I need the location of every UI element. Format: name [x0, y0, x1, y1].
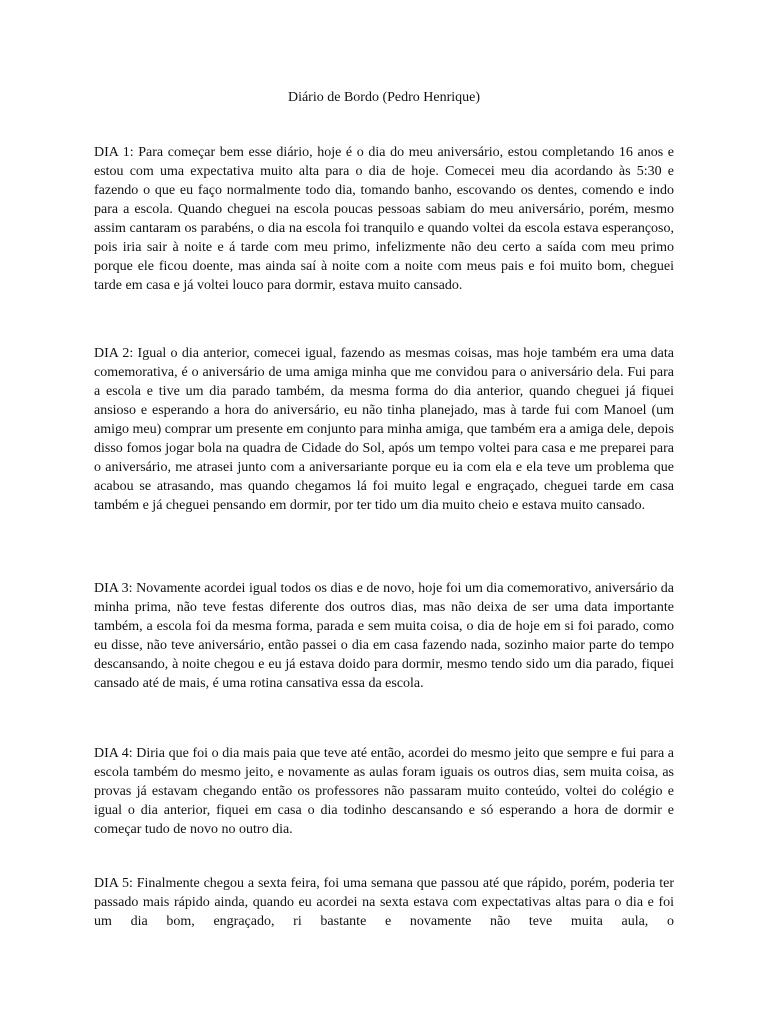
diary-entry-day-2: DIA 2: Igual o dia anterior, comecei igual, fazendo as mesmas coisas, mas hoje também era uma data comemorativa, é o aniversário de uma amiga minha que me convidou para o aniversário dela. Fui para a escola e tive um dia parado também, da mesma forma do dia anterior, quando cheguei já fiquei ansioso e esperando a hora do aniversário, eu não tinha planejado, mas à tarde fui com Manoel (um amigo meu) comprar um presente em conjunto para minha amiga, que também era a amiga dele, depois disso fomos jogar bola na quadra de Cidade do Sol, após um tempo voltei para casa e me preparei para o aniversário, me atrasei junto com a aniversariante porque eu ia com ela e ela teve um problema que acabou se atrasando, mas quando chegamos lá foi muito legal e engraçado, cheguei tarde em casa também e já cheguei pensando em dormir, por ter tido um dia muito cheio e estava muito cansado. [94, 346, 675, 513]
diary-entry-day-5: DIA 5: Finalmente chegou a sexta feira, foi uma semana que passou até que rápido, porém, poderia ter passado mais rápido ainda, quando eu acordei na sexta estava com expectativas altas para o dia e foi um dia bom, engraçado, ri bastante e novamente não teve muita aula, o [94, 876, 674, 929]
diary-entry-day-1: DIA 1: Para começar bem esse diário, hoje é o dia do meu aniversário, estou completando 16 anos e estou com uma expectativa muito alta para o dia de hoje. Comecei meu dia acordando às 5:30 e fazendo o que eu faço normalmente todo dia, tomando banho, escovando os dentes, comendo e indo para a escola. Quando cheguei na escola poucas pessoas sabiam do meu aniversário, porém, mesmo assim cantaram os parabéns, o dia na escola foi tranquilo e quando voltei da escola estava esperançoso, pois iria sair à noite e á tarde com meu primo, infelizmente não deu certo a saída com meu primo porque ele ficou doente, mas ainda saí à noite com a noite com meus pais e foi muito bom, cheguei tarde em casa e já voltei louco para dormir, estava muito cansado. [94, 145, 674, 293]
document-title: Diário de Bordo (Pedro Henrique) [287, 90, 481, 105]
diary-entry-day-3: DIA 3: Novamente acordei igual todos os dias e de novo, hoje foi um dia comemorativo, aniversário da minha prima, não teve festas diferente dos outros dias, mas não deixa de ser uma data importante também, a escola foi da mesma forma, parada e sem muita coisa, o dia de hoje em si foi parado, como eu disse, não teve aniversário, então passei o dia em casa fazendo nada, sozinho maior parte do tempo descansando, à noite chegou e eu já estava doido para dormir, mesmo tendo sido um dia parado, fiquei cansado até de mais, é uma rotina cansativa essa da escola. [94, 581, 674, 691]
diary-entry-day-4: DIA 4: Diria que foi o dia mais paia que teve até então, acordei do mesmo jeito que sempre e fui para a escola também do mesmo jeito, e novamente as aulas foram iguais os outros dias, sem muita coisa, as provas já estavam chegando então os professores não passaram muito conteúdo, voltei do colégio e igual o dia anterior, fiquei em casa o dia todinho descansando e só esperando a hora de dormir e começar tudo de novo no outro dia. [94, 746, 674, 837]
